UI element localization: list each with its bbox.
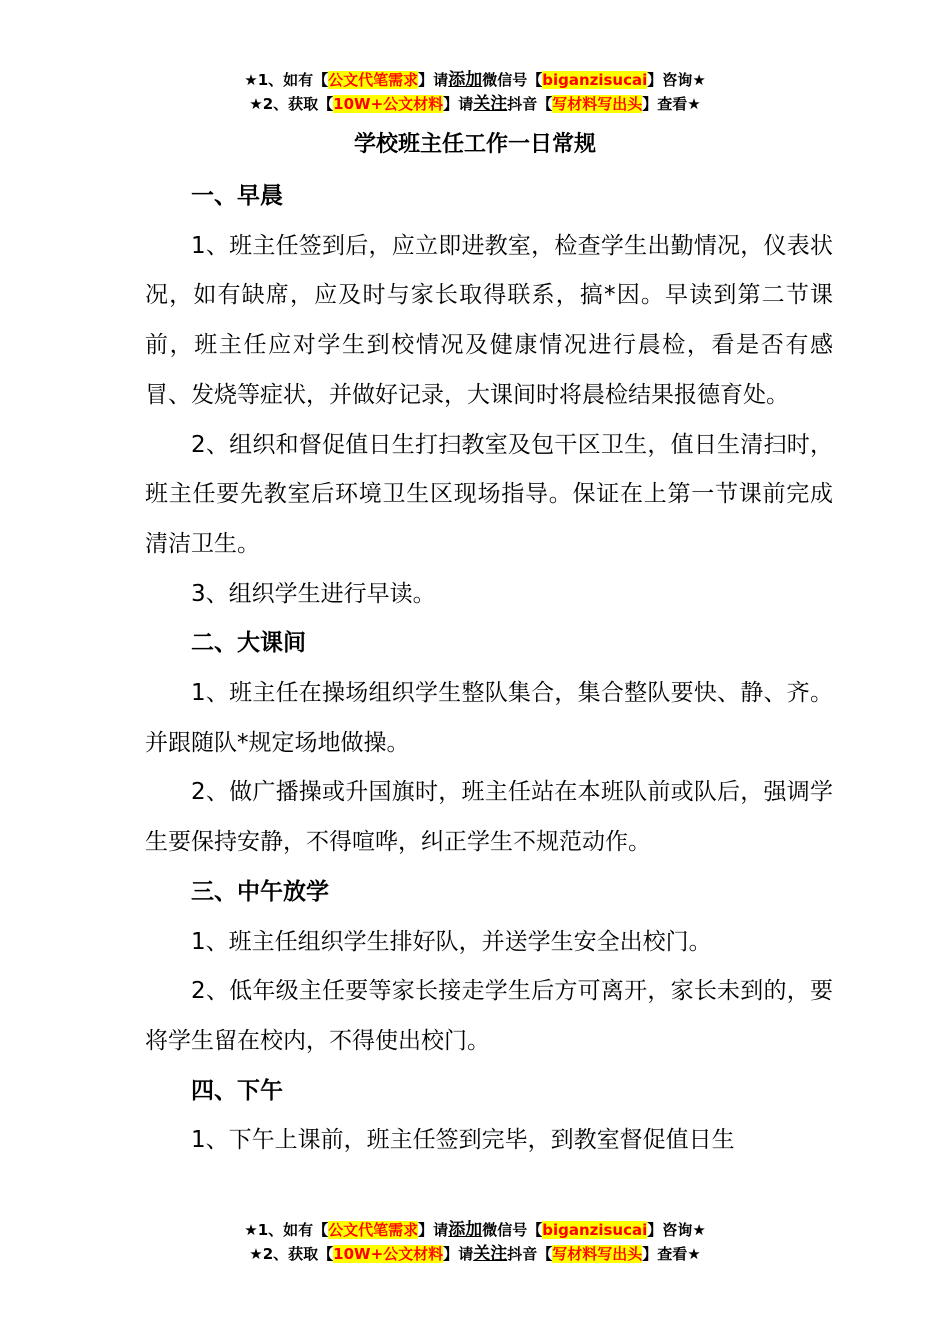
section-heading: 一、早晨 xyxy=(191,183,283,209)
wechat-id: biganzisucai xyxy=(542,1221,648,1239)
star-icon: ★ xyxy=(249,95,263,113)
promo-text: 请 xyxy=(433,71,449,89)
promo-emphasis: 关注 xyxy=(473,1244,508,1264)
promo-text: 查看 xyxy=(657,95,688,113)
promo-text: 微信号 xyxy=(482,71,528,89)
promo-text: 请 xyxy=(458,1245,474,1263)
promo-text: 咨询 xyxy=(662,1221,693,1239)
promo-text: 查看 xyxy=(657,1245,688,1263)
bracket: 】 xyxy=(642,1245,658,1263)
paragraph: 2、组织和督促值日生打扫教室及包干区卫生，值日生清扫时，班主任要先教室后环境卫生区现场指导。保证在上第一节课前完成清洁卫生。 xyxy=(145,431,833,557)
promo-text: 抖音 xyxy=(507,95,538,113)
promo-text: 请 xyxy=(458,95,474,113)
promo-emphasis: 关注 xyxy=(473,94,508,114)
star-icon: ★ xyxy=(692,1221,706,1239)
promo-text: 微信号 xyxy=(482,1221,528,1239)
section-heading: 三、中午放学 xyxy=(191,878,329,905)
promo-line-2 xyxy=(0,92,950,116)
paragraph: 2、做广播操或升国旗时，班主任站在本班队前或队后，强调学生要保持安静，不得喧哗，纠正学生不规范动作。 xyxy=(145,779,833,856)
promo-highlight: 10W+公文材料 xyxy=(333,1245,444,1263)
bracket: 【 xyxy=(527,1221,543,1239)
douyin-account: 写材料写出头 xyxy=(552,95,643,113)
bracket: 】 xyxy=(647,1221,663,1239)
document-body xyxy=(145,172,833,1166)
section-heading: 四、下午 xyxy=(191,1077,283,1104)
star-icon: ★ xyxy=(692,71,706,89)
douyin-account: 写材料写出头 xyxy=(552,1245,643,1263)
bracket: 【 xyxy=(537,95,553,113)
promo-highlight: 公文代笔需求 xyxy=(328,1221,419,1239)
bracket: 【 xyxy=(537,1245,553,1263)
promo-emphasis: 添加 xyxy=(448,1220,483,1240)
bracket: 【 xyxy=(318,95,334,113)
promo-emphasis: 添加 xyxy=(448,70,483,90)
star-icon: ★ xyxy=(244,71,258,89)
promo-line-2 xyxy=(0,1242,950,1266)
star-icon: ★ xyxy=(687,95,701,113)
promo-banner-top xyxy=(0,68,950,116)
paragraph: 1、班主任在操场组织学生整队集合，集合整队要快、静、齐。并跟随队*规定场地做操。 xyxy=(145,680,833,756)
bracket: 【 xyxy=(527,71,543,89)
promo-text: 2、获取 xyxy=(262,95,319,113)
bracket: 【 xyxy=(318,1245,334,1263)
promo-text: 1、如有 xyxy=(257,71,314,89)
bracket: 】 xyxy=(647,71,663,89)
star-icon: ★ xyxy=(687,1245,701,1263)
promo-highlight: 10W+公文材料 xyxy=(333,95,444,113)
paragraph: 3、组织学生进行早读。 xyxy=(191,580,436,607)
paragraph: 2、低年级主任要等家长接走学生后方可离开，家长未到的，要将学生留在校内，不得使出校门。 xyxy=(145,978,833,1054)
promo-text: 请 xyxy=(433,1221,449,1239)
promo-line-1 xyxy=(0,68,950,92)
section-heading: 二、大课间 xyxy=(191,630,306,657)
promo-line-1 xyxy=(0,1218,950,1242)
star-icon: ★ xyxy=(249,1245,263,1263)
paragraph: 1、班主任组织学生排好队，并送学生安全出校门。 xyxy=(191,928,712,955)
promo-text: 咨询 xyxy=(662,71,693,89)
paragraph: 1、下午上课前，班主任签到完毕，到教室督促值日生 xyxy=(191,1127,735,1154)
bracket: 【 xyxy=(313,71,329,89)
promo-text: 1、如有 xyxy=(257,1221,314,1239)
bracket: 】 xyxy=(443,1245,459,1263)
bracket: 】 xyxy=(642,95,658,113)
promo-text: 抖音 xyxy=(507,1245,538,1263)
promo-banner-bottom xyxy=(0,1218,950,1266)
bracket: 】 xyxy=(418,71,434,89)
promo-text: 2、获取 xyxy=(262,1245,319,1263)
bracket: 】 xyxy=(418,1221,434,1239)
paragraph: 1、班主任签到后，应立即进教室，检查学生出勤情况，仪表状况，如有缺席，应及时与家长取得联系，搞*因。早读到第二节课前，班主任应对学生到校情况及健康情况进行晨检，看是否有感冒、发烧等症状，并做好记录，大课间时将晨检结果报德育处。 xyxy=(145,232,833,408)
bracket: 】 xyxy=(443,95,459,113)
bracket: 【 xyxy=(313,1221,329,1239)
document-title: 学校班主任工作一日常规 xyxy=(353,132,596,157)
promo-highlight: 公文代笔需求 xyxy=(328,71,419,89)
wechat-id: biganzisucai xyxy=(542,71,648,89)
star-icon: ★ xyxy=(244,1221,258,1239)
